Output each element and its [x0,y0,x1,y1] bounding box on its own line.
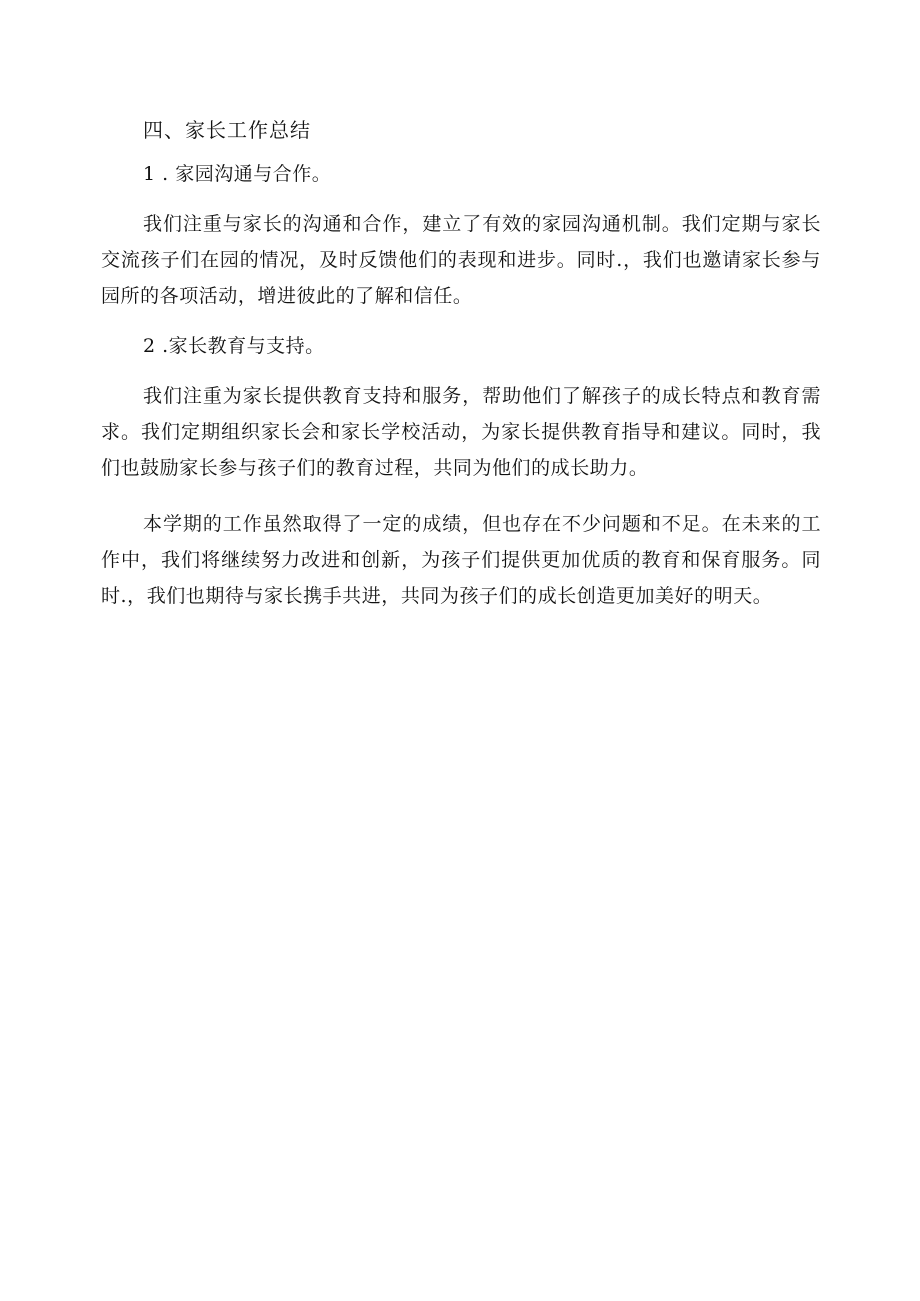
section-heading: 四、家长工作总结 [143,118,311,142]
document-page [101,112,821,634]
subsection-title: 2 .家长教育与支持。 [143,335,325,357]
conclusion-paragraph: 本学期的工作虽然取得了一定的成绩，但也存在不少问题和不足。在未来的工作中，我们将继续努力改进和创新，为孩子们提供更加优质的教育和保育服务。同时.，我们也期待与家长携手共进，共同为孩子们的成长创造更加美好的明天。 [101,513,821,607]
subsection-paragraph: 我们注重与家长的沟通和合作，建立了有效的家园沟通机制。我们定期与家长交流孩子们在园的情况，及时反馈他们的表现和进步。同时.，我们也邀请家长参与园所的各项活动，增进彼此的了解和信任。 [101,213,821,307]
subsection-home-school-communication [101,162,821,314]
subsection-parent-education [101,334,821,486]
subsection-title: 1 . 家园沟通与合作。 [143,163,332,185]
subsection-paragraph: 我们注重为家长提供教育支持和服务，帮助他们了解孩子的成长特点和教育需求。我们定期组织家长会和家长学校活动，为家长提供教育指导和建议。同时，我们也鼓励家长参与孩子们的教育过程，共同为他们的成长助力。 [101,385,821,479]
